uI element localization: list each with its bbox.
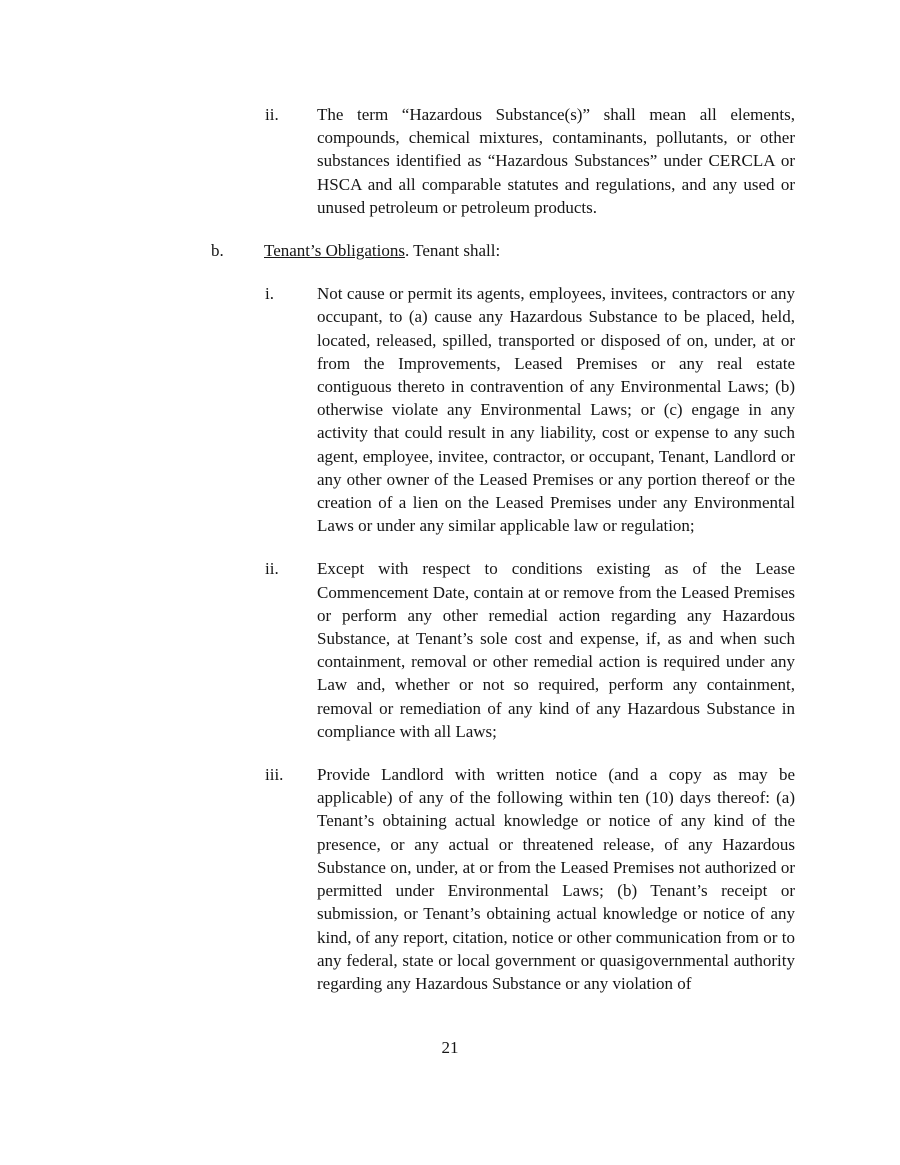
- paragraph-text: Not cause or permit its agents, employees, invitees, contractors or any occupant, to (a) cause any Hazardous Substance to be placed, held, located, released, spilled, transported or disposed of on, under, at or from the Improvements, Leased Premises or any real estate contiguous thereto in contravention of any Environmental Laws; (b) otherwise violate any Environmental Laws; or (c) engage in any activity that could result in any liability, cost or expense to any such agent, employee, invitee, contractor, or occupant, Tenant, Landlord or any other owner of the Leased Premises or any portion thereof or the creation of a lien on the Leased Premises under any Environmental Laws or under any similar applicable law or regulation;: [317, 284, 795, 536]
- document-body: [0, 103, 900, 1015]
- page-number: 21: [441, 1038, 459, 1057]
- list-item: [0, 282, 900, 537]
- list-item: [0, 763, 900, 995]
- paragraph-text: Except with respect to conditions existing as of the Lease Commencement Date, contain at or remove from the Leased Premises or perform any other remedial action regarding any Hazardous Substance, at Tenant’s sole cost and expense, if, as and when such containment, removal or other remedial action is required under any Law and, whether or not so required, perform any containment, removal or remediation of any kind of any Hazardous Substance in compliance with all Laws;: [317, 559, 795, 741]
- list-item: [0, 239, 900, 262]
- list-item: [0, 557, 900, 743]
- paragraph-text: Provide Landlord with written notice (and a copy as may be applicable) of any of the following within ten (10) days thereof: (a) Tenant’s obtaining actual knowledge or notice of any kind of the presence, or any actual or threatened release, of any Hazardous Substance on, under, at or from the Leased Premises not authorized or permitted under Environmental Laws; (b) Tenant’s receipt or submission, or Tenant’s obtaining actual knowledge or notice of any kind, of any report, citation, notice or other communication from or to any federal, state or local government or quasigovernmental authority regarding any Hazardous Substance or any violation of: [317, 765, 795, 993]
- section-heading: Tenant’s Obligations. Tenant shall:: [264, 241, 501, 261]
- list-marker: iii.: [265, 765, 284, 785]
- list-marker: b.: [211, 241, 224, 261]
- list-marker: ii.: [265, 105, 279, 124]
- section-heading-underlined: Tenant’s Obligations: [264, 241, 405, 261]
- list-marker: ii.: [265, 559, 279, 579]
- list-marker: i.: [265, 284, 274, 304]
- paragraph-text: The term “Hazardous Substance(s)” shall mean all elements, compounds, chemical mixtures, contaminants, pollutants, or other substances identified as “Hazardous Substances” under CERCLA or HSCA and all comparable statutes and regulations, and any used or unused petroleum or petroleum products.: [317, 105, 795, 217]
- list-item: [0, 103, 900, 219]
